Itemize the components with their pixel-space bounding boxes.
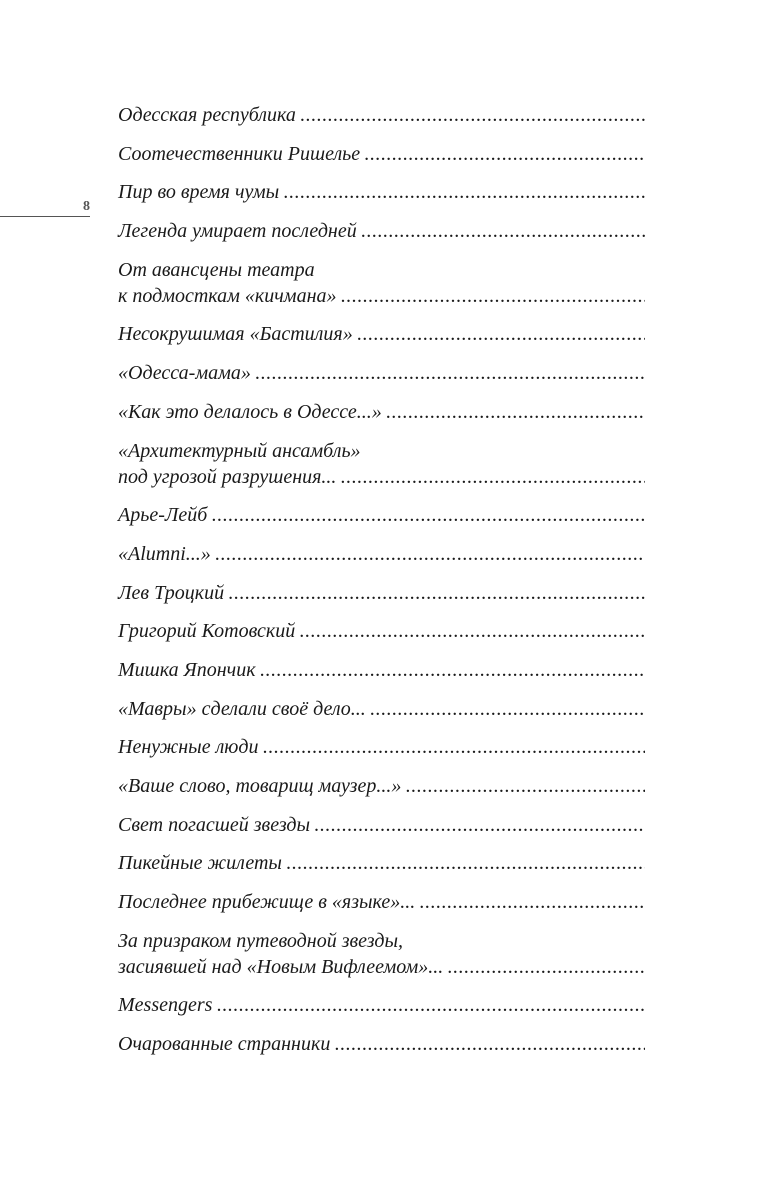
- toc-entry-title: «Alumni...»: [118, 542, 211, 565]
- toc-entry-lead-line: [118, 141, 645, 167]
- toc-entry[interactable]: [118, 141, 645, 167]
- dot-leader: [364, 141, 645, 167]
- toc-entry[interactable]: [118, 773, 645, 799]
- dot-leader: [341, 283, 646, 309]
- toc-entry-lead-line: [118, 657, 645, 683]
- dot-leader: [405, 773, 645, 799]
- toc-entry-lead-line: [118, 179, 645, 205]
- toc-entry-title: Несокрушимая «Бастилия»: [118, 323, 353, 346]
- toc-entry[interactable]: [118, 257, 645, 309]
- toc-entry-title: Мишка Япончик: [118, 658, 256, 681]
- dot-leader: [299, 618, 645, 644]
- toc-entry-title: Легенда умирает последней: [118, 220, 357, 243]
- toc-entry[interactable]: [118, 179, 645, 205]
- toc-entry[interactable]: [118, 696, 645, 722]
- dot-leader: [370, 696, 645, 722]
- dot-leader: [216, 992, 645, 1018]
- toc-entry-title-line: За призраком путеводной звезды,: [118, 929, 403, 952]
- table-of-contents: [118, 102, 645, 1070]
- toc-entry-lead-line: [118, 360, 645, 386]
- toc-entry-lead-line: [118, 889, 645, 915]
- page-number: 8: [83, 199, 90, 214]
- toc-entry[interactable]: [118, 992, 645, 1018]
- toc-entry-title: Арье-Лейб: [118, 504, 208, 527]
- toc-entry-title: Лев Троцкий: [118, 581, 225, 604]
- toc-entry[interactable]: [118, 928, 645, 980]
- toc-entry[interactable]: [118, 360, 645, 386]
- dot-leader: [211, 502, 645, 528]
- toc-entry-title: засиявшей над «Новым Вифлеемом»...: [118, 955, 444, 978]
- toc-entry-title: «Ваше слово, товарищ маузер...»: [118, 775, 402, 797]
- dot-leader: [286, 850, 645, 876]
- dot-leader: [447, 954, 645, 980]
- dot-leader: [260, 657, 645, 683]
- dot-leader: [263, 734, 645, 760]
- dot-leader: [361, 218, 645, 244]
- dot-leader: [228, 580, 645, 606]
- dot-leader: [419, 889, 645, 915]
- toc-entry[interactable]: [118, 102, 645, 128]
- toc-entry-lead-line: [118, 502, 645, 528]
- toc-entry[interactable]: [118, 438, 645, 490]
- toc-entry[interactable]: [118, 657, 645, 683]
- toc-entry[interactable]: [118, 812, 645, 838]
- toc-entry[interactable]: [118, 218, 645, 244]
- toc-entry-title: Одесская республика: [118, 104, 296, 126]
- toc-entry[interactable]: [118, 399, 645, 425]
- toc-entry-title: Пикейные жилеты: [118, 852, 282, 875]
- toc-entry-lead-line: [118, 618, 645, 644]
- toc-entry-lead-line: [118, 464, 645, 490]
- dot-leader: [255, 360, 645, 386]
- toc-entry-lead-line: [118, 954, 645, 980]
- toc-entry[interactable]: [118, 321, 645, 347]
- dot-leader: [386, 399, 645, 425]
- toc-entry-lead-line: [118, 734, 645, 760]
- toc-entry-title: Ненужные люди: [118, 736, 259, 759]
- toc-entry[interactable]: [118, 502, 645, 528]
- dot-leader: [215, 541, 645, 567]
- toc-entry[interactable]: [118, 580, 645, 606]
- toc-entry[interactable]: [118, 1031, 645, 1057]
- dot-leader: [314, 812, 645, 838]
- toc-entry-title: Messengers: [118, 994, 213, 1017]
- toc-entry-title: Соотечественники Ришелье: [118, 142, 361, 165]
- dot-leader: [300, 102, 645, 128]
- toc-entry-lead-line: [118, 773, 645, 799]
- toc-entry-title: под угрозой разрушения...: [118, 465, 337, 488]
- toc-entry-title: «Мавры» сделали своё дело...: [118, 697, 366, 720]
- dot-leader: [357, 321, 645, 347]
- toc-entry-lead-line: [118, 696, 645, 722]
- toc-entry-title: Пир во время чумы: [118, 181, 280, 204]
- dot-leader: [283, 179, 645, 205]
- toc-entry-lead-line: [118, 812, 645, 838]
- toc-entry-lead-line: [118, 580, 645, 606]
- toc-entry-title: Очарованные странники: [118, 1033, 331, 1056]
- toc-entry-lead-line: [118, 102, 645, 128]
- toc-entry-title-line: От авансцены театра: [118, 258, 315, 281]
- toc-entry-lead-line: [118, 218, 645, 244]
- dot-leader: [340, 464, 645, 490]
- toc-entry-title-line: «Архитектурный ансамбль»: [118, 439, 361, 462]
- page-number-rule: [0, 216, 90, 217]
- toc-entry-lead-line: [118, 541, 645, 567]
- toc-entry-title: Григорий Котовский: [118, 620, 296, 643]
- toc-entry[interactable]: [118, 850, 645, 876]
- toc-entry-title: Свет погасшей звезды: [118, 813, 311, 836]
- toc-entry-title: «Как это делалось в Одессе...»: [118, 400, 382, 423]
- toc-entry-lead-line: [118, 1031, 645, 1057]
- toc-entry-title: «Одесса-мама»: [118, 362, 251, 385]
- toc-entry[interactable]: [118, 734, 645, 760]
- toc-entry-lead-line: [118, 850, 645, 876]
- toc-entry[interactable]: [118, 889, 645, 915]
- dot-leader: [334, 1031, 645, 1057]
- toc-entry-lead-line: [118, 283, 645, 309]
- toc-entry-lead-line: [118, 992, 645, 1018]
- toc-entry-title: Последнее прибежище в «языке»...: [118, 891, 416, 914]
- toc-entry[interactable]: [118, 618, 645, 644]
- toc-entry-lead-line: [118, 399, 645, 425]
- toc-entry-lead-line: [118, 321, 645, 347]
- toc-entry[interactable]: [118, 541, 645, 567]
- toc-entry-title: к подмосткам «кичмана»: [118, 284, 337, 307]
